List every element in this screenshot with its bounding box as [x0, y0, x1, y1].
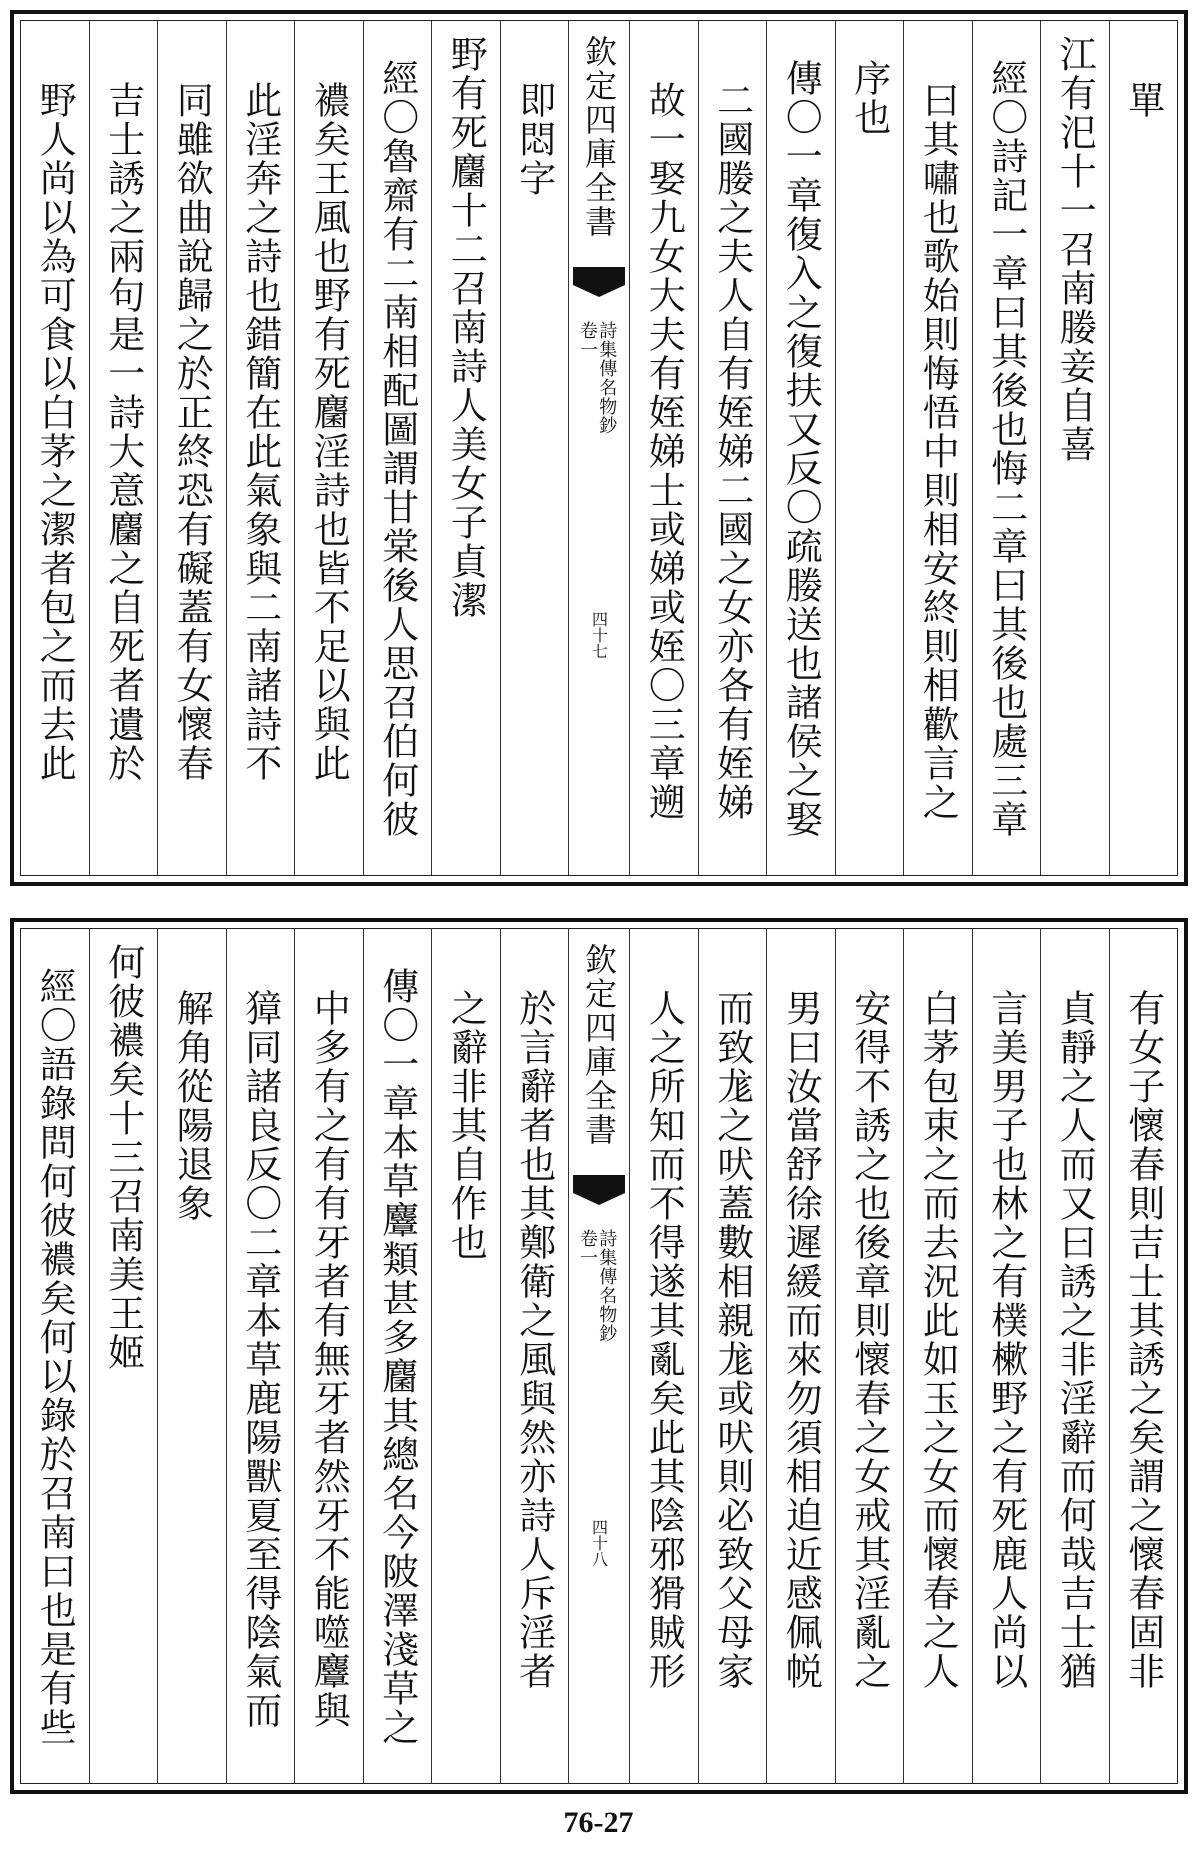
text-column: [1040, 929, 1109, 1783]
fishtail-mark: [573, 1175, 625, 1205]
folio-number: 四十八: [589, 1519, 609, 1567]
text-column: [226, 21, 295, 875]
column-text: 同雖欲曲說歸之於正終恐有礙蓋有女懷春: [170, 81, 214, 783]
column-text: 二國媵之夫人自有姪娣二國之女亦各有姪娣: [710, 81, 754, 822]
column-text: 中多有之有有牙者有無牙者然牙不能噬麞與: [307, 989, 351, 1730]
column-text: 吉士誘之兩句是一詩大意麕之自死者遺於: [101, 81, 145, 783]
volume-label: 卷一: [577, 1229, 598, 1267]
text-column: [766, 929, 835, 1783]
book-subtitle: 詩集傳名物鈔: [596, 1229, 618, 1343]
column-text: 此淫奔之詩也錯簡在此氣象與二南諸詩不: [238, 81, 282, 783]
column-text: 經〇語錄問何彼襛矣何以錄於召南曰也是有些: [33, 967, 77, 1747]
column-text: 安得不誘之也後章則懷春之女戒其淫亂之: [847, 989, 891, 1691]
page-top: [10, 10, 1188, 886]
column-text: 傳〇一章復入之復扶又反〇疏媵送也諸侯之娶: [779, 59, 823, 839]
page-frame: [20, 20, 1178, 876]
column-text: 野有死麕十二召南詩人美女子貞潔: [444, 35, 488, 620]
text-column: [500, 21, 569, 875]
column-text: 於言辭者也其鄭衛之風與然亦詩人斥淫者: [512, 989, 556, 1691]
text-column: [972, 929, 1041, 1783]
column-text: 襛矣王風也野有死麕淫詩也皆不足以與此: [307, 81, 351, 783]
center-fold-column: [568, 21, 629, 875]
text-column: [629, 21, 698, 875]
text-column: [835, 929, 904, 1783]
volume-label: 卷一: [577, 321, 598, 359]
text-column: [1109, 929, 1178, 1783]
text-column: [835, 21, 904, 875]
page-frame: [20, 928, 1178, 1784]
text-column: [1109, 21, 1178, 875]
text-column: [363, 21, 432, 875]
text-column: [21, 21, 89, 875]
text-column: [698, 929, 767, 1783]
center-fold-column: [568, 929, 629, 1783]
column-text: 之辭非其自作也: [444, 989, 488, 1262]
column-text: 解角從陽退象: [170, 989, 214, 1223]
text-columns: [21, 21, 1177, 875]
book-title: 欽定四庫全書: [580, 943, 618, 1147]
text-column: [766, 21, 835, 875]
book-title: 欽定四庫全書: [580, 35, 618, 239]
column-text: 有女子懷春則吉士其誘之矣謂之懷春固非: [1121, 989, 1165, 1691]
text-column: [294, 929, 363, 1783]
fishtail-mark: [573, 267, 625, 297]
column-text: 江有汜十一召南媵妾自喜: [1053, 35, 1097, 464]
page-bottom: [10, 918, 1188, 1794]
text-column: [903, 21, 972, 875]
column-text: 貞靜之人而又曰誘之非淫辭而何哉吉士猶: [1053, 989, 1097, 1691]
column-text: 白茅包束之而去況此如玉之女而懷春之人: [916, 989, 960, 1691]
column-text: 曰其嘯也歌始則悔悟中則相安終則相歡言之: [916, 81, 960, 822]
column-text: 人之所知而不得遂其亂矣此其陰邪猾賊形: [642, 989, 686, 1691]
text-column: [629, 929, 698, 1783]
text-column: [903, 929, 972, 1783]
text-column: [431, 21, 500, 875]
column-text: 言美男子也林之有樸樕野之有死鹿人尚以: [984, 989, 1028, 1691]
column-text: 野人尚以為可食以白茅之潔者包之而去此: [33, 81, 77, 783]
text-column: [972, 21, 1041, 875]
text-column: [294, 21, 363, 875]
column-text: 即悶字: [512, 81, 556, 198]
column-text: 故一娶九女大夫有姪娣士或娣或姪〇三章遡: [642, 81, 686, 822]
text-column: [21, 929, 89, 1783]
text-columns: [21, 929, 1177, 1783]
column-text: 序也: [847, 59, 891, 137]
text-column: [698, 21, 767, 875]
text-column: [363, 929, 432, 1783]
text-column: [1040, 21, 1109, 875]
column-text: 傳〇一章本草麞類甚多麕其總名今陂澤淺草之: [375, 967, 419, 1747]
column-text: 獐同諸良反〇二章本草鹿陽獸夏至得陰氣而: [238, 989, 282, 1730]
column-text: 男曰汝當舒徐遲緩而來勿須相迫近感佩帨: [779, 989, 823, 1691]
text-column: [89, 929, 158, 1783]
column-text: 經〇詩記一章曰其後也悔二章曰其後也處三章: [984, 59, 1028, 839]
text-column: [89, 21, 158, 875]
text-column: [431, 929, 500, 1783]
column-text: 何彼襛矣十三召南美王姬: [101, 943, 145, 1372]
text-column: [226, 929, 295, 1783]
column-text: 經〇魯齋有二南相配圖謂甘棠後人思召伯何彼: [375, 59, 419, 839]
text-column: [157, 21, 226, 875]
book-subtitle: 詩集傳名物鈔: [596, 321, 618, 435]
column-text: 而致尨之吠蓋數相親尨或吠則必致父母家: [710, 989, 754, 1691]
page-footer-number: 76-27: [563, 1806, 634, 1839]
text-column: [157, 929, 226, 1783]
folio-number: 四十七: [589, 611, 609, 659]
column-text: 單: [1121, 81, 1165, 120]
text-column: [500, 929, 569, 1783]
